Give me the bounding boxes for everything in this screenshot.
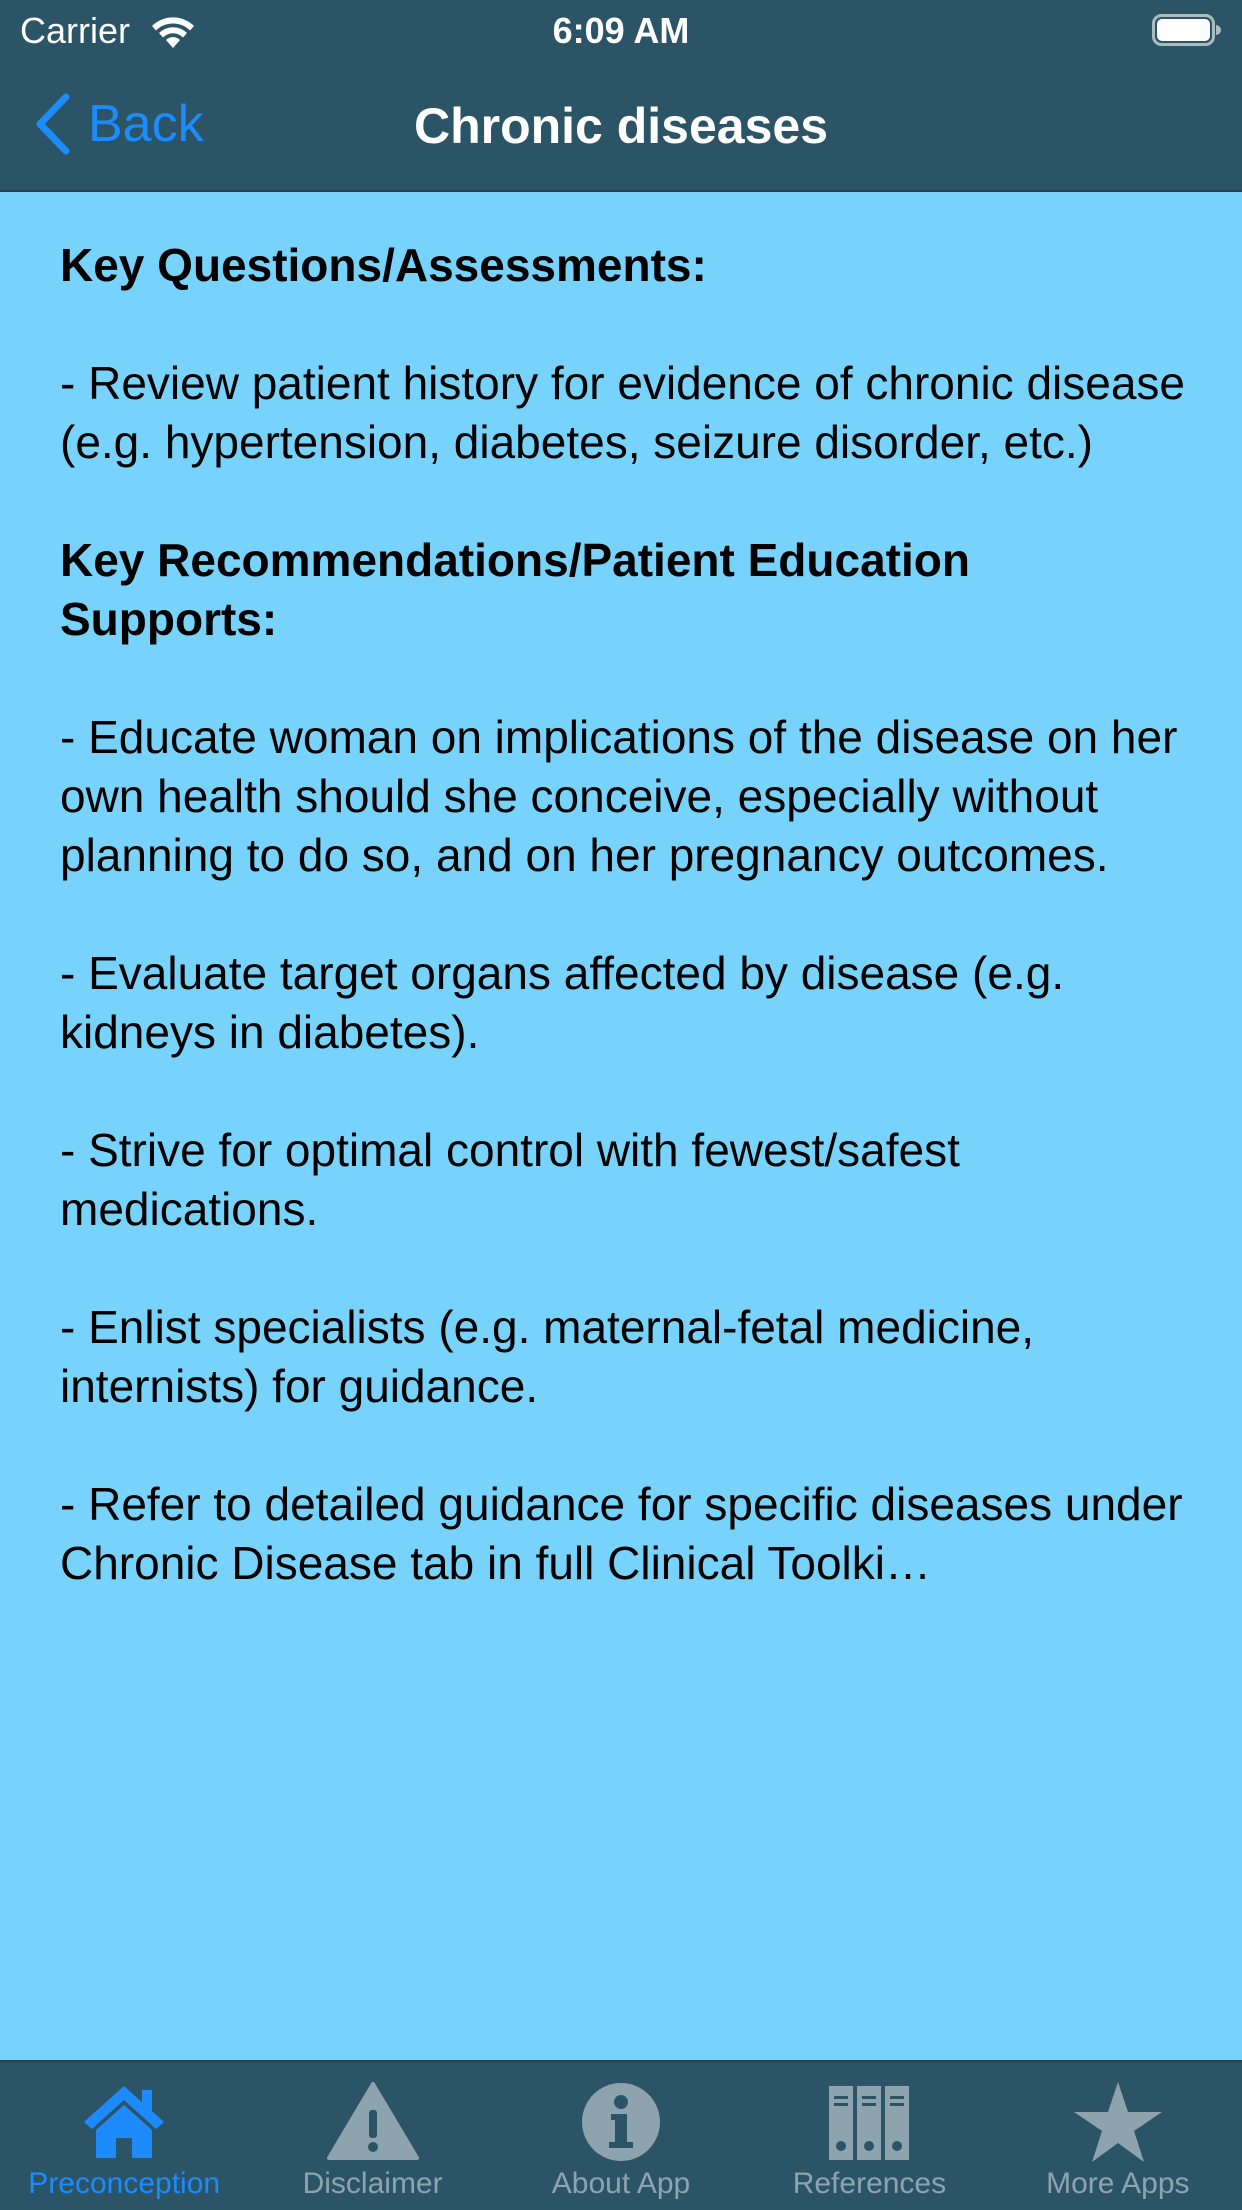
tab-label: Preconception	[28, 2167, 221, 2200]
content-paragraph: - Enlist specialists (e.g. maternal-fetal medicine, internists) for guidance.	[60, 1301, 1035, 1412]
content-paragraph: - Review patient history for evidence of chronic disease (e.g. hypertension, diabetes, seizure disorder, etc.)	[60, 357, 1186, 468]
status-time: 6:09 AM	[552, 10, 690, 51]
page-title: Chronic diseases	[413, 98, 829, 154]
star-icon	[1070, 2080, 1166, 2164]
tab-label: Disclaimer	[302, 2167, 443, 2200]
tab-about-app[interactable]	[497, 2062, 745, 2210]
section-heading-assessments: Key Questions/Assessments:	[60, 239, 707, 291]
binders-icon	[821, 2080, 917, 2164]
section-heading-recommendations: Key Recommendations/Patient Education Supports:	[60, 534, 970, 645]
content-paragraph: - Strive for optimal control with fewest/safest medications.	[60, 1124, 960, 1235]
tab-label: About App	[551, 2167, 691, 2200]
warning-icon	[325, 2080, 421, 2164]
info-icon	[573, 2080, 669, 2164]
tab-more-apps[interactable]	[994, 2062, 1242, 2210]
tab-references[interactable]	[745, 2062, 993, 2210]
navigation-bar	[0, 60, 1242, 192]
tab-preconception[interactable]	[0, 2062, 248, 2210]
tab-label: References	[792, 2167, 947, 2200]
content-paragraph: - Evaluate target organs affected by disease (e.g. kidneys in diabetes).	[60, 947, 1065, 1058]
back-button-label: Back	[88, 95, 204, 153]
tab-label: More Apps	[1046, 2167, 1190, 2200]
status-bar	[0, 0, 1242, 60]
tab-disclaimer[interactable]	[248, 2062, 496, 2210]
carrier-label: Carrier	[20, 10, 131, 51]
home-icon	[76, 2080, 172, 2164]
content-paragraph: - Educate woman on implications of the disease on her own health should she conceive, especially without planning to do so, and on her pregnancy outcomes.	[60, 711, 1178, 881]
tab-bar	[0, 2060, 1242, 2210]
content-area	[60, 236, 1190, 1652]
content-paragraph: - Refer to detailed guidance for specific diseases under Chronic Disease tab in full Clinical Toolki…	[60, 1478, 1183, 1589]
battery-icon	[1152, 14, 1222, 46]
